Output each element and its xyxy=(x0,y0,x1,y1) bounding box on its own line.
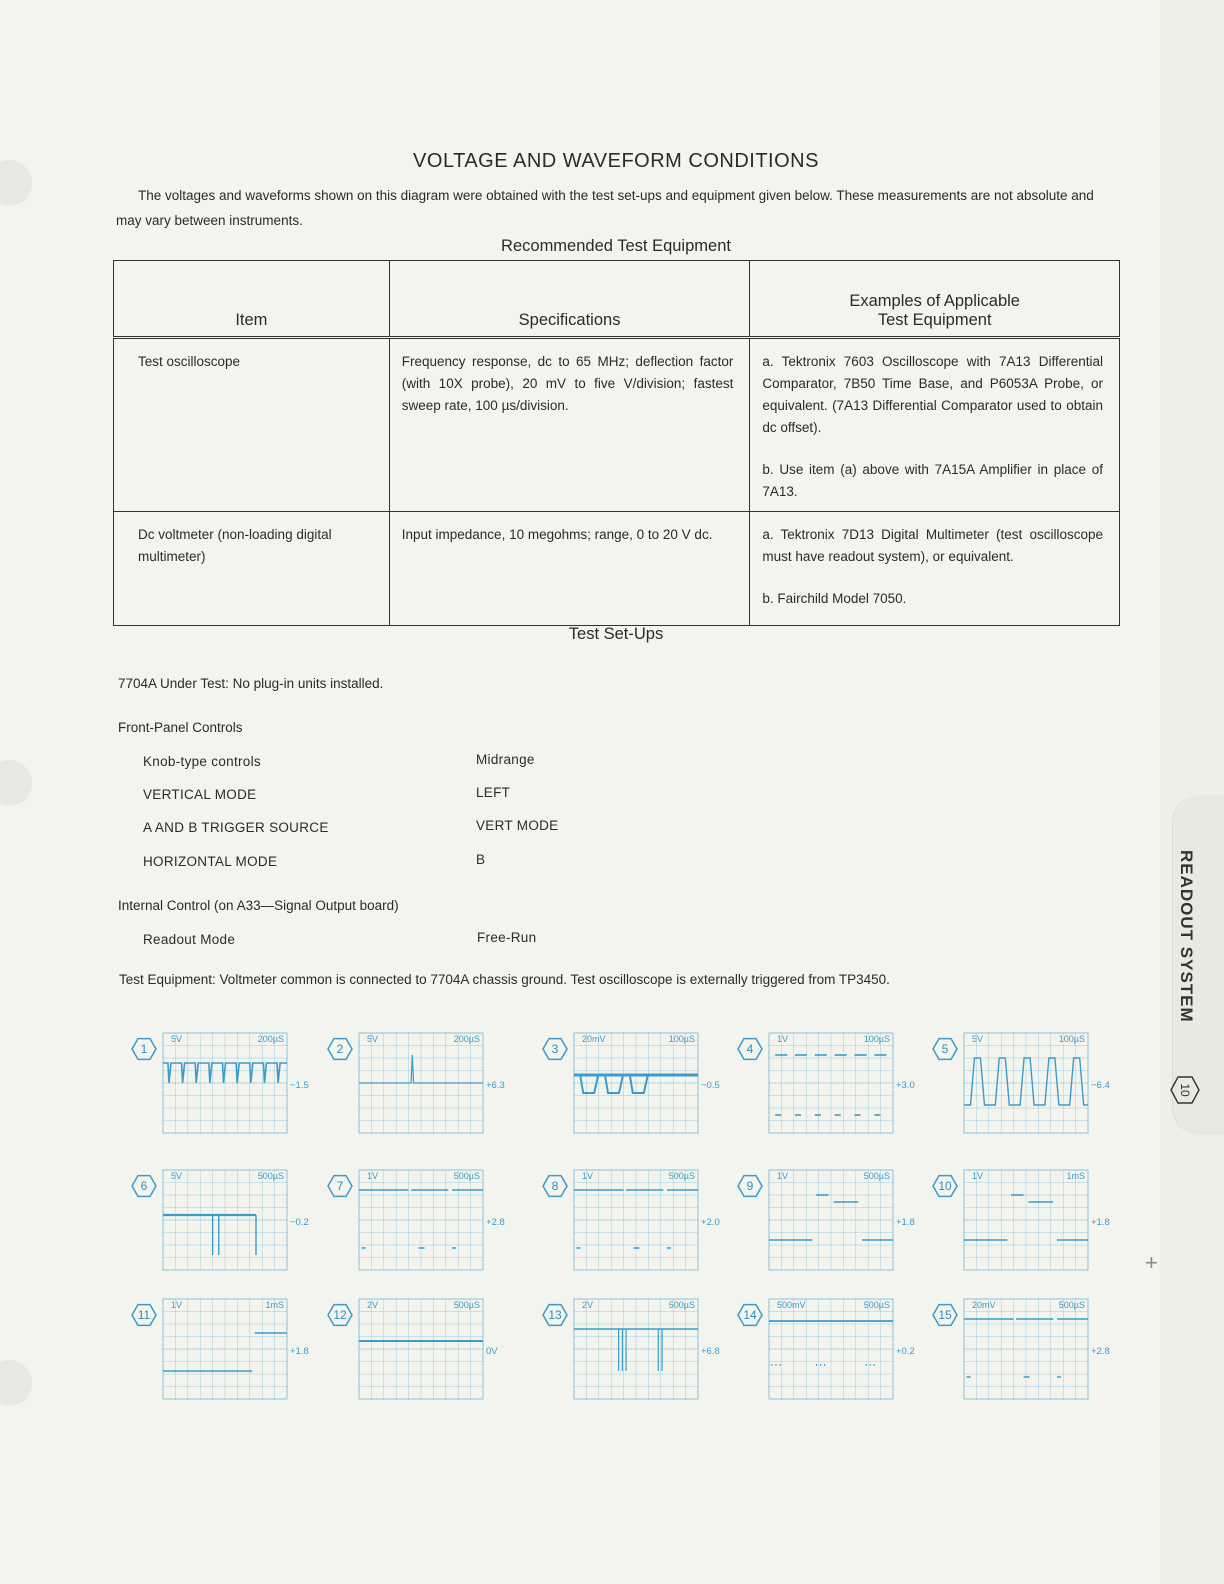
control-label: A AND B TRIGGER SOURCE xyxy=(143,820,329,835)
waveform-10 xyxy=(931,1167,1110,1282)
waveform-15 xyxy=(931,1296,1110,1411)
waveform-14 xyxy=(736,1296,915,1411)
example-b: b. Use item (a) above with 7A15A Amplifier in place of 7A13. xyxy=(762,462,1103,499)
volts-per-division: 1V xyxy=(777,1034,789,1044)
dc-level: +6.8 xyxy=(701,1346,720,1357)
control-value: VERT MODE xyxy=(476,818,559,833)
dc-level: +3.0 xyxy=(896,1080,915,1091)
time-per-division: 500µS xyxy=(668,1171,695,1181)
waveform-number: 8 xyxy=(551,1179,559,1193)
waveform-number: 11 xyxy=(137,1308,151,1322)
graticule xyxy=(769,1170,893,1270)
control-value: B xyxy=(476,852,486,867)
header-examples-line1: Examples of Applicable xyxy=(849,292,1020,310)
test-equipment-table xyxy=(113,260,1120,626)
waveform-number: 5 xyxy=(941,1042,949,1056)
waveform-trace xyxy=(630,1075,648,1093)
binder-hole xyxy=(0,760,32,806)
volts-per-division: 2V xyxy=(367,1300,379,1310)
section-number-badge xyxy=(1170,1075,1200,1105)
dc-level: +6.3 xyxy=(486,1080,505,1091)
waveform-number: 9 xyxy=(746,1179,754,1193)
waveform-number: 1 xyxy=(140,1042,148,1056)
row-item: Dc voltmeter (non-loading digital multimeter) xyxy=(114,512,390,626)
graticule xyxy=(964,1170,1088,1270)
dc-level: −6.4 xyxy=(1091,1080,1110,1091)
volts-per-division: 1V xyxy=(582,1171,594,1181)
waveform-number: 14 xyxy=(743,1308,757,1322)
dc-level: 0V xyxy=(486,1346,498,1357)
volts-per-division: 20mV xyxy=(582,1034,606,1044)
waveform-12 xyxy=(326,1296,498,1411)
header-item: Item xyxy=(114,261,390,338)
waveform-13 xyxy=(541,1296,720,1411)
setup-title: Test Set-Ups xyxy=(568,625,664,643)
control-label: HORIZONTAL MODE xyxy=(143,854,278,869)
row-examples xyxy=(750,512,1120,626)
example-a: a. Tektronix 7D13 Digital Multimeter (test oscilloscope must have readout system), or equivalent. xyxy=(762,527,1103,564)
test-equipment-note: Test Equipment: Voltmeter common is connected to 7704A chassis ground. Test oscilloscope is externally triggered from TP3450. xyxy=(119,972,890,987)
time-per-division: 500µS xyxy=(668,1300,695,1310)
waveform-4 xyxy=(736,1030,915,1145)
control-label: VERTICAL MODE xyxy=(143,787,257,802)
waveform-number: 13 xyxy=(548,1308,562,1322)
volts-per-division: 1V xyxy=(972,1171,984,1181)
dc-level: +1.8 xyxy=(290,1346,309,1357)
waveform-number: 7 xyxy=(336,1179,344,1193)
row-examples xyxy=(750,338,1120,512)
dc-level: −1.5 xyxy=(290,1080,309,1091)
graticule xyxy=(574,1170,698,1270)
front-panel-heading: Front-Panel Controls xyxy=(118,720,243,735)
time-per-division: 200µS xyxy=(453,1034,480,1044)
time-per-division: 500µS xyxy=(453,1171,480,1181)
waveform-number: 12 xyxy=(333,1308,347,1322)
dc-level: −0.5 xyxy=(701,1080,720,1091)
volts-per-division: 20mV xyxy=(972,1300,996,1310)
row-spec: Frequency response, dc to 65 MHz; deflection factor (with 10X probe), 20 mV to five V/division; fastest sweep rate, 100 µs/division. xyxy=(389,338,750,512)
control-value: Free-Run xyxy=(477,930,537,945)
waveform-trace xyxy=(605,1075,623,1093)
time-per-division: 500µS xyxy=(863,1300,890,1310)
waveform-number: 10 xyxy=(938,1179,952,1193)
under-test-line: 7704A Under Test: No plug-in units installed. xyxy=(118,676,384,691)
intro-paragraph: The voltages and waveforms shown on this diagram were obtained with the test set-ups and equipment given below. These measurements are not absolute and may vary between instruments. xyxy=(116,188,1094,228)
waveform-number: 2 xyxy=(336,1042,344,1056)
graticule xyxy=(574,1033,698,1133)
section-number: 10 xyxy=(1178,1083,1192,1097)
waveform-2 xyxy=(326,1030,505,1145)
waveform-11 xyxy=(130,1296,309,1411)
registration-mark: + xyxy=(1145,1250,1158,1275)
waveform-number: 6 xyxy=(140,1179,148,1193)
control-label: Readout Mode xyxy=(143,932,236,947)
header-examples xyxy=(750,261,1120,338)
time-per-division: 100µS xyxy=(1058,1034,1085,1044)
volts-per-division: 5V xyxy=(171,1171,183,1181)
page-title: VOLTAGE AND WAVEFORM CONDITIONS xyxy=(413,150,819,172)
graticule xyxy=(574,1299,698,1399)
graticule xyxy=(163,1033,287,1133)
time-per-division: 500µS xyxy=(453,1300,480,1310)
time-per-division: 500µS xyxy=(257,1171,284,1181)
volts-per-division: 5V xyxy=(367,1034,379,1044)
control-value: Midrange xyxy=(476,752,535,767)
volts-per-division: 5V xyxy=(171,1034,183,1044)
row-item: Test oscilloscope xyxy=(114,338,390,512)
dc-level: +2.0 xyxy=(701,1217,720,1228)
graticule xyxy=(769,1033,893,1133)
binder-hole xyxy=(0,1360,32,1406)
header-examples-line2: Test Equipment xyxy=(877,311,992,329)
volts-per-division: 1V xyxy=(367,1171,379,1181)
time-per-division: 1mS xyxy=(1066,1171,1085,1181)
volts-per-division: 1V xyxy=(171,1300,183,1310)
control-value: LEFT xyxy=(476,785,511,800)
volts-per-division: 500mV xyxy=(777,1300,806,1310)
volts-per-division: 2V xyxy=(582,1300,594,1310)
time-per-division: 500µS xyxy=(863,1171,890,1181)
waveform-number: 15 xyxy=(938,1308,952,1322)
example-a: a. Tektronix 7603 Oscilloscope with 7A13 Differential Comparator, 7B50 Time Base, and P6053A Probe, or equivalent. (7A13 Differential Comparator used to obtain dc offset). xyxy=(762,354,1103,435)
waveform-8 xyxy=(541,1167,720,1282)
graticule xyxy=(163,1299,287,1399)
volts-per-division: 5V xyxy=(972,1034,984,1044)
dc-level: +2.8 xyxy=(486,1217,505,1228)
dc-level: +2.8 xyxy=(1091,1346,1110,1357)
internal-heading: Internal Control (on A33—Signal Output board) xyxy=(118,898,399,913)
header-specifications: Specifications xyxy=(389,261,750,338)
control-label: Knob-type controls xyxy=(143,754,261,769)
graticule xyxy=(163,1170,287,1270)
volts-per-division: 1V xyxy=(777,1171,789,1181)
dc-level: +1.8 xyxy=(896,1217,915,1228)
waveform-1 xyxy=(130,1030,309,1145)
graticule xyxy=(359,1299,483,1399)
time-per-division: 100µS xyxy=(863,1034,890,1044)
waveform-7 xyxy=(326,1167,505,1282)
row-spec: Input impedance, 10 megohms; range, 0 to 20 V dc. xyxy=(389,512,750,626)
dc-level: +0.2 xyxy=(896,1346,915,1357)
graticule xyxy=(359,1170,483,1270)
graticule xyxy=(769,1299,893,1399)
graticule xyxy=(964,1299,1088,1399)
waveform-9 xyxy=(736,1167,915,1282)
example-b: b. Fairchild Model 7050. xyxy=(762,591,907,606)
dc-level: +1.8 xyxy=(1091,1217,1110,1228)
time-per-division: 200µS xyxy=(257,1034,284,1044)
waveform-number: 4 xyxy=(746,1042,754,1056)
waveform-6 xyxy=(130,1167,309,1282)
time-per-division: 500µS xyxy=(1058,1300,1085,1310)
section-tab-label: READOUT SYSTEM xyxy=(1177,850,1196,1023)
waveform-number: 3 xyxy=(551,1042,559,1056)
table-title: Recommended Test Equipment xyxy=(501,237,731,255)
waveform-3 xyxy=(541,1030,720,1145)
time-per-division: 1mS xyxy=(265,1300,284,1310)
dc-level: −0.2 xyxy=(290,1217,309,1228)
time-per-division: 100µS xyxy=(668,1034,695,1044)
waveform-5 xyxy=(931,1030,1110,1145)
waveform-trace xyxy=(580,1075,598,1093)
